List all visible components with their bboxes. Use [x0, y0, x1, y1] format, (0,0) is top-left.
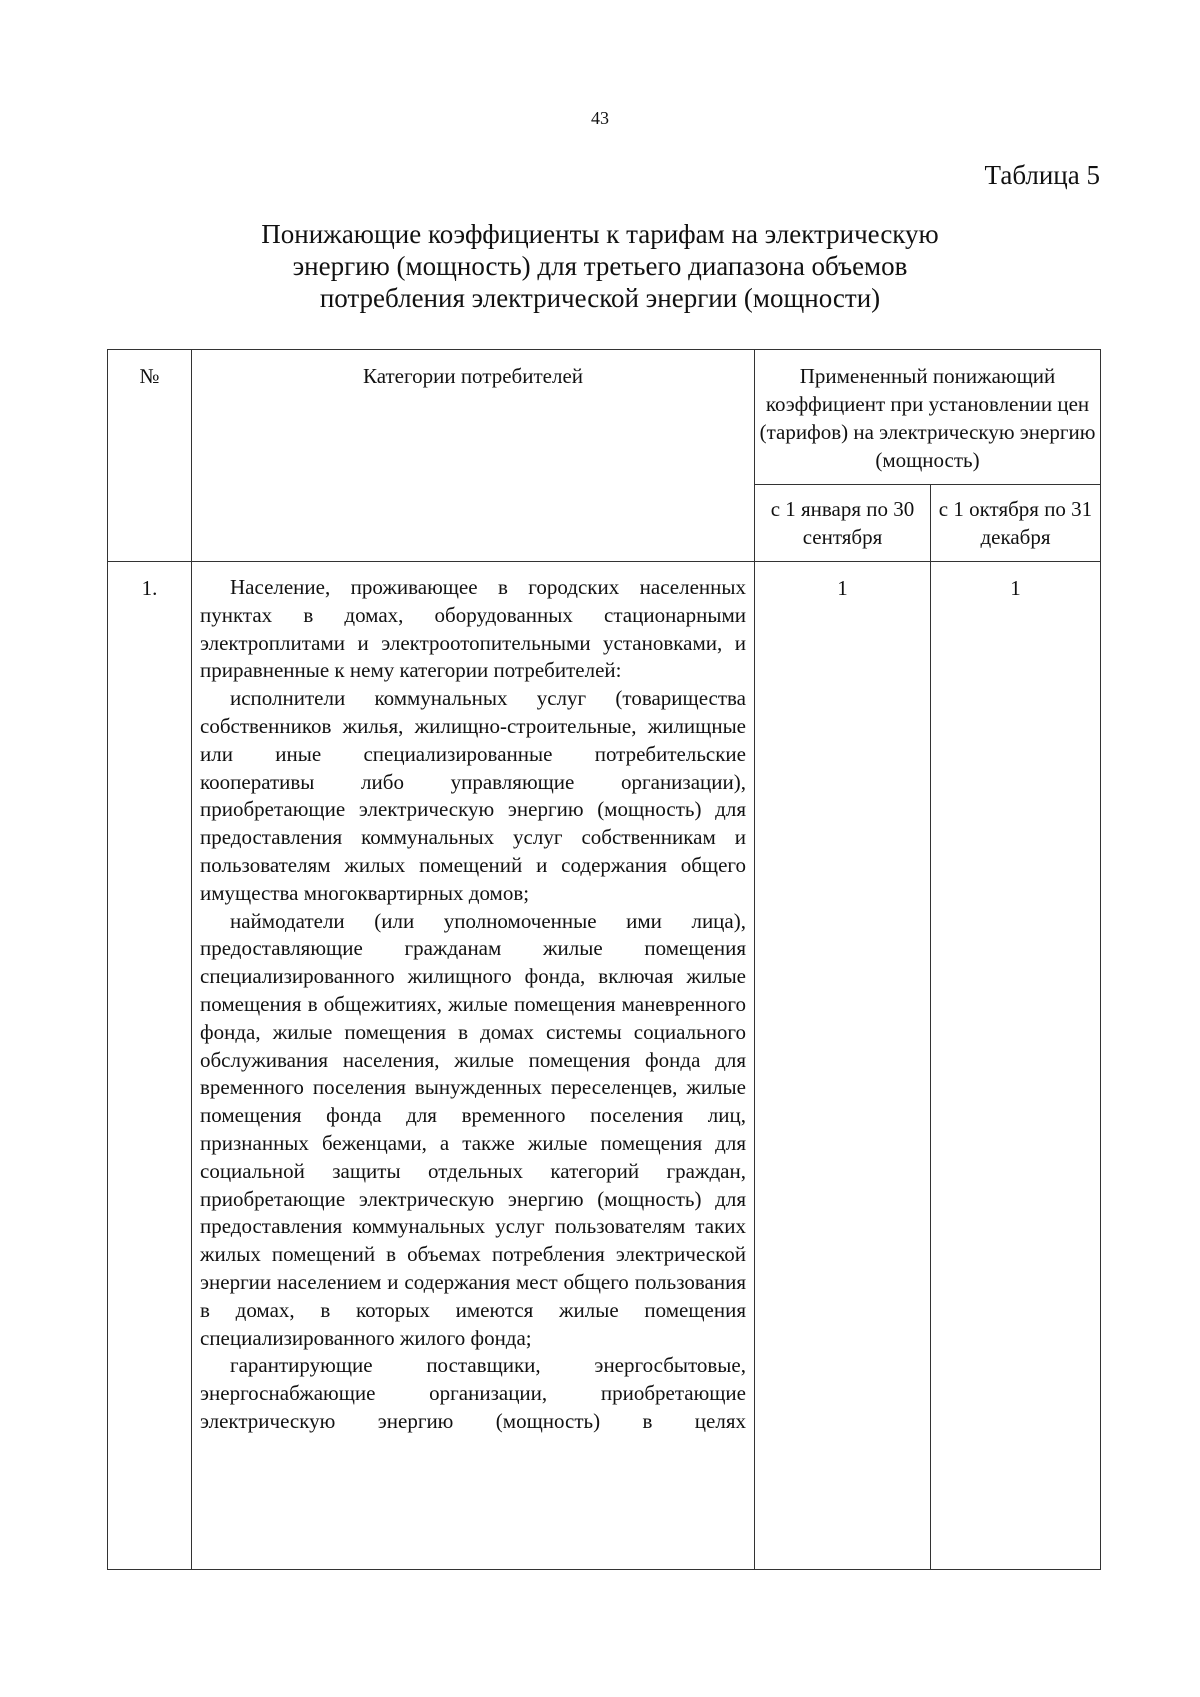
table-row — [108, 562, 1101, 1570]
header-coefficient: Примененный понижающий коэффициент при установлении цен (тарифов) на электрическую энергию (мощность) — [755, 350, 1101, 485]
table-title — [180, 218, 1020, 314]
category-paragraph: Население, проживающее в городских населенных пунктах в домах, оборудованных стационарными электроплитами и электроотопительными установками, и приравненные к нему категории потребителей: — [200, 575, 746, 683]
header-row — [108, 350, 1101, 485]
header-period-1: с 1 января по 30 сентября — [755, 485, 931, 562]
category-paragraph: гарантирующие поставщики, энергосбытовые, энергоснабжающие организации, приобретающие электрическую энергию (мощность) в целях — [200, 1353, 746, 1433]
table-label: Таблица 5 — [984, 160, 1100, 190]
page-number: 43 — [591, 108, 609, 128]
category-cell — [192, 562, 755, 1570]
category-paragraph: наймодатели (или уполномоченные ими лица), предоставляющие гражданам жилые помещения специализированного жилищного фонда, включая жилые помещения в общежитиях, жилые помещения маневренного фонда, жилые помещения в домах системы социального обслуживания населения, жилые помещения фонда для временного поселения вынужденных переселенцев, жилые помещения фонда для временного поселения лиц, признанных беженцами, а также жилые помещения для социальной защиты отдельных категорий граждан, приобретающие электрическую энергию (мощность) для предоставления коммунальных услуг пользователям таких жилых помещений в объемах потребления электрической энергии населением и содержания мест общего пользования в домах, в которых имеются жилые помещения специализированного жилого фонда; — [200, 908, 746, 1350]
coefficient-table — [107, 349, 1101, 1570]
title-line: потребления электрической энергии (мощности) — [319, 283, 881, 313]
header-number: № — [108, 350, 192, 562]
coefficient-value-2: 1 — [931, 562, 1101, 1570]
header-period-2: с 1 октября по 31 декабря — [931, 485, 1101, 562]
title-line: Понижающие коэффициенты к тарифам на электрическую — [261, 219, 939, 249]
coefficient-value-1: 1 — [755, 562, 931, 1570]
category-paragraph: исполнители коммунальных услуг (товарищества собственников жилья, жилищно-строительные, жилищные или иные специализированные потребительские кооперативы либо управляющие организации), приобретающие электрическую энергию (мощность) для предоставления коммунальных услуг собственникам и пользователям жилых помещений и содержания общего имущества многоквартирных домов; — [200, 686, 746, 905]
header-category: Категории потребителей — [192, 350, 755, 562]
row-number: 1. — [108, 562, 192, 1570]
title-line: энергию (мощность) для третьего диапазона объемов — [292, 251, 908, 281]
